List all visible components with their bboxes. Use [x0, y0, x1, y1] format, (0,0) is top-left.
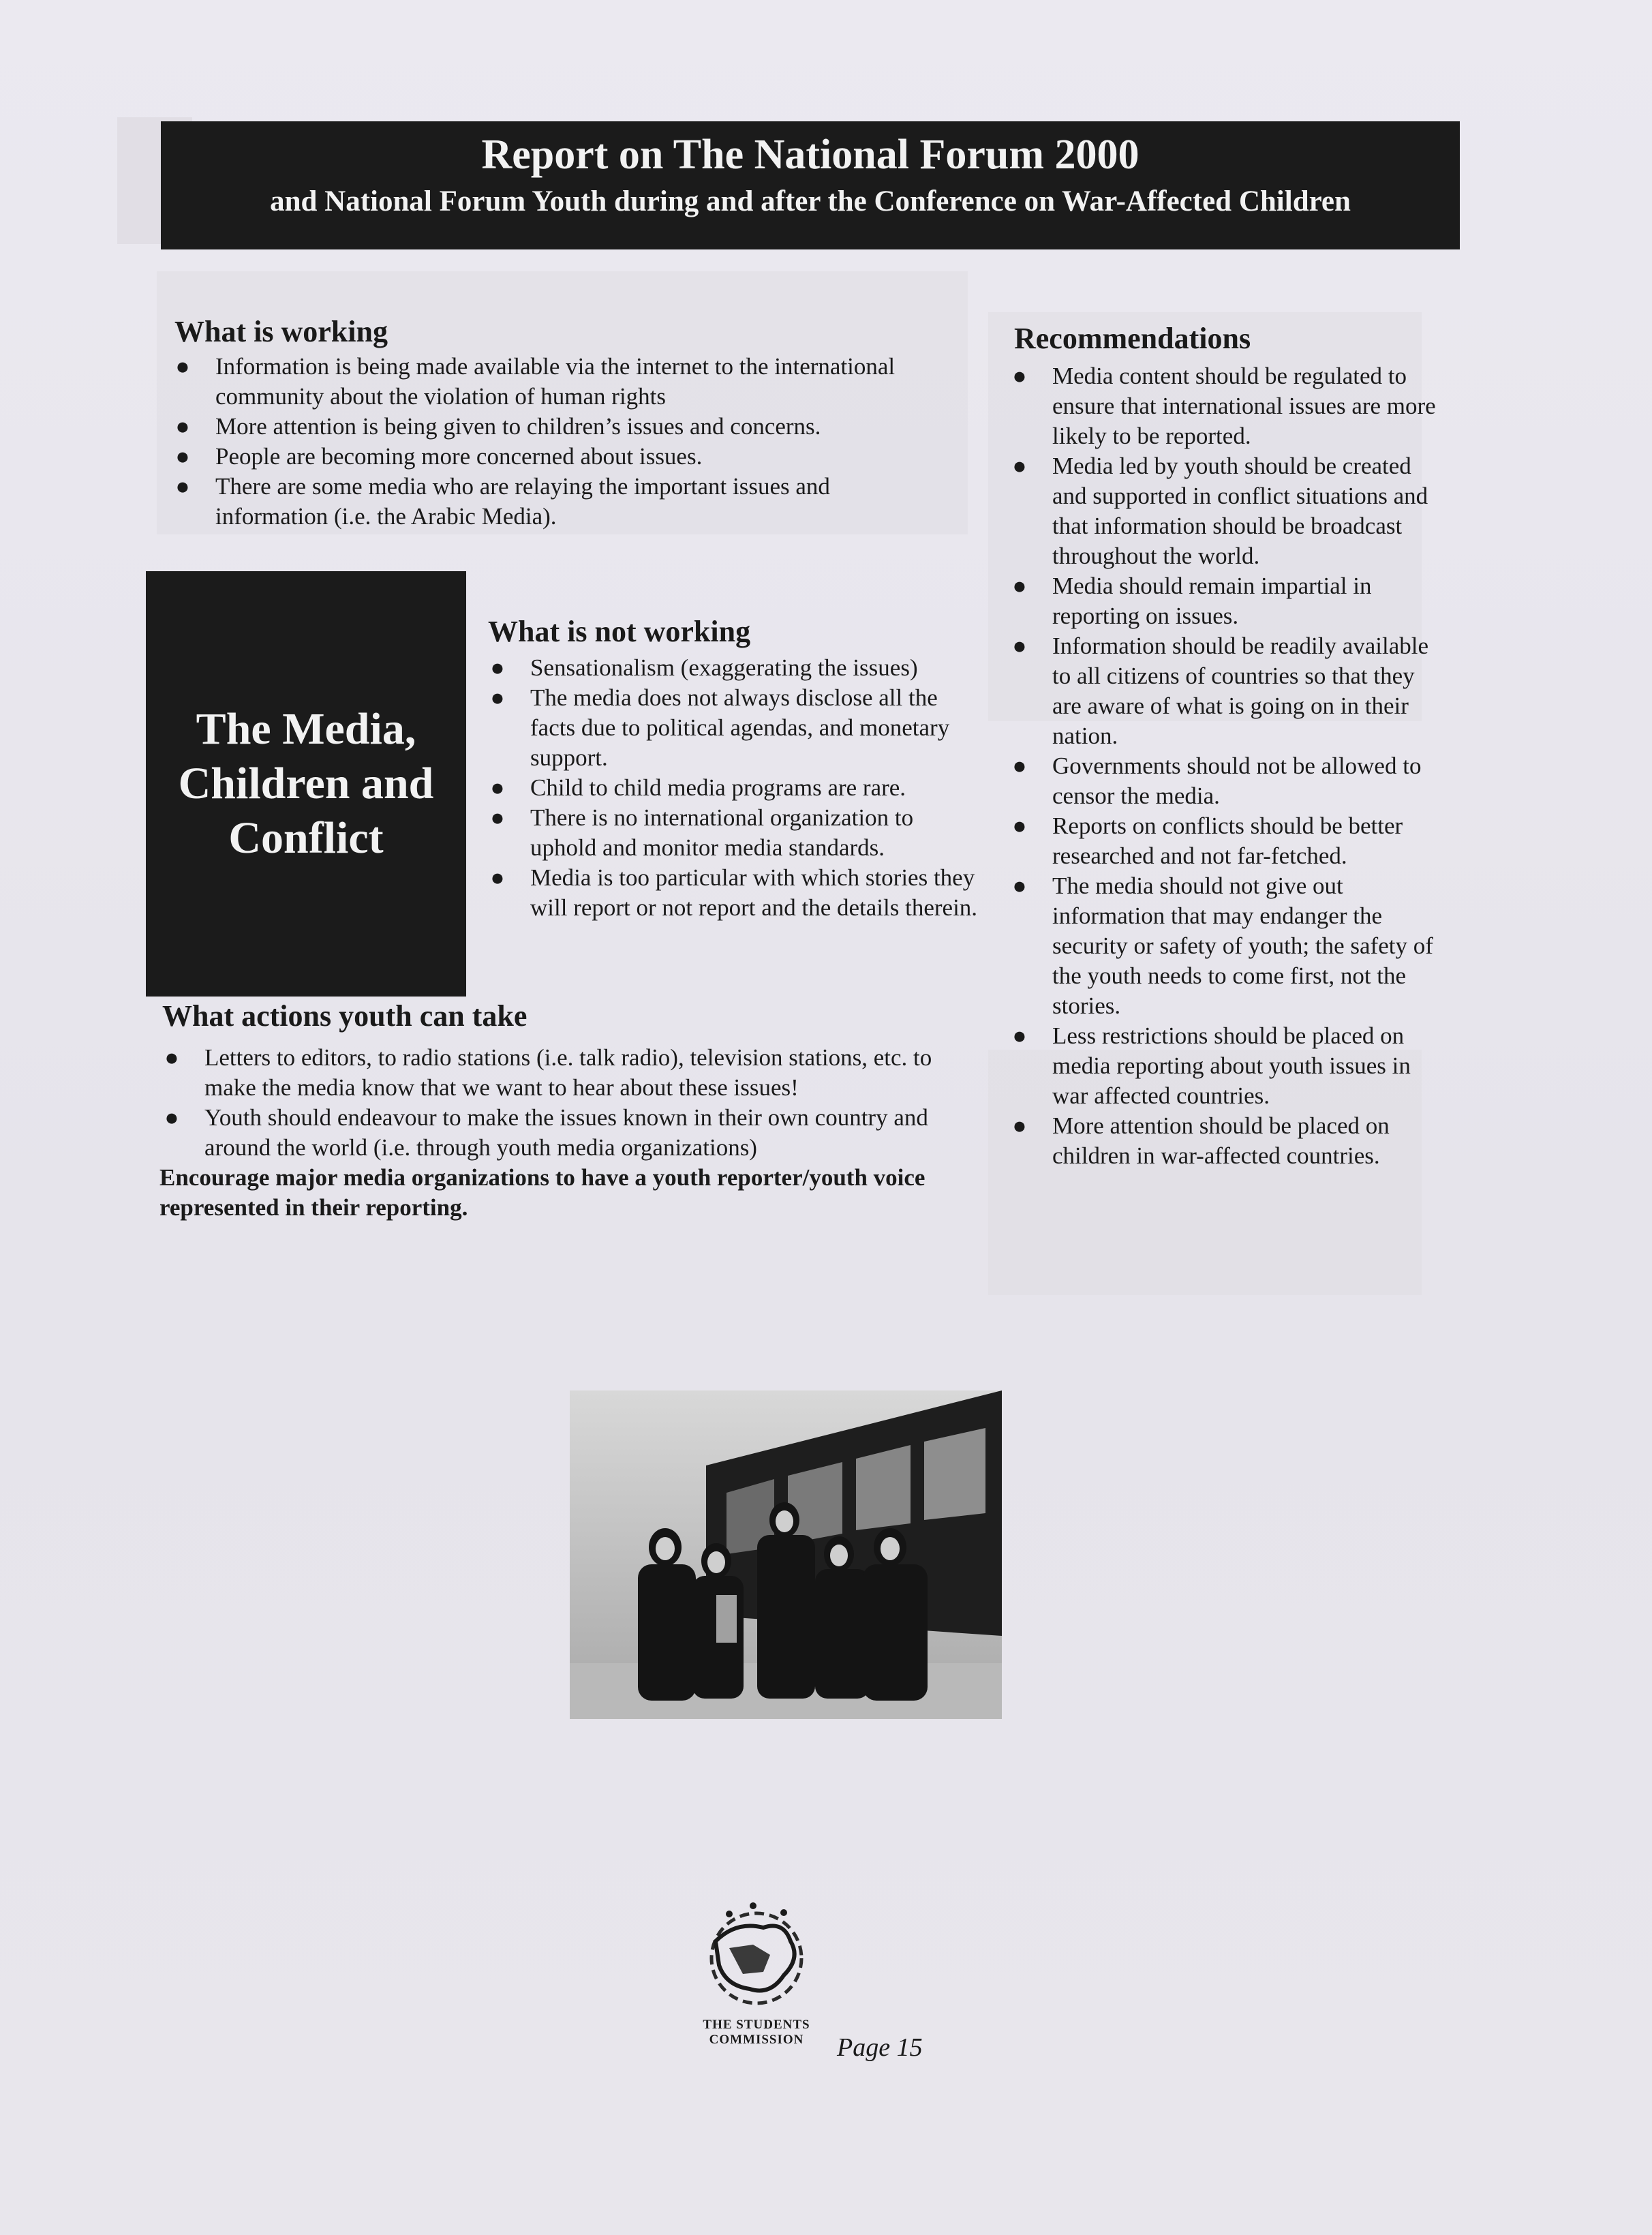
section-title: The Media, Children and Conflict [178, 704, 434, 863]
bullet-icon: ● [490, 684, 505, 711]
report-title: Report on The National Forum 2000 [481, 132, 1139, 178]
bullet-icon: ● [1012, 363, 1027, 389]
list-item: ● Letters to editors, to radio stations (i.e. talk radio), television stations, etc. to make the media know that we want to hear about these issues! [158, 1043, 983, 1103]
photo-graphic [570, 1390, 1002, 1719]
recommendations-heading: Recommendations [1014, 322, 1251, 355]
bullet-icon: ● [1012, 633, 1027, 659]
list-item: ● People are becoming more concerned about issues. [169, 442, 932, 472]
list-item: ● Information should be readily available to all citizens of countries so that they are aware of what is going on in their nation. [1006, 631, 1449, 751]
bullet-icon: ● [1012, 573, 1027, 599]
bullet-icon: ● [490, 774, 505, 801]
logo-text [675, 2018, 838, 2048]
bullet-icon: ● [490, 864, 505, 891]
what-is-not-working-heading: What is not working [488, 615, 751, 648]
bullet-icon: ● [164, 1044, 179, 1071]
bullet-icon: ● [175, 443, 190, 470]
list-item: ● The media does not always disclose all the facts due to political agendas, and monetary support. [484, 683, 981, 773]
list-item: ● More attention should be placed on children in war-affected countries. [1006, 1111, 1449, 1171]
recommendations-list [1006, 361, 1449, 1171]
list-item: ● Sensationalism (exaggerating the issues) [484, 653, 981, 683]
bullet-icon: ● [175, 413, 190, 440]
logo-text-line: THE STUDENTS [703, 2018, 810, 2032]
bullet-icon: ● [175, 353, 190, 380]
bullet-icon: ● [164, 1104, 179, 1131]
bullet-icon: ● [1012, 752, 1027, 779]
section-title-box [146, 571, 466, 997]
what-is-not-working-list [484, 653, 981, 923]
list-item: ● Media led by youth should be created and supported in conflict situations and that information should be broadcast throughout the world. [1006, 451, 1449, 571]
list-item: ● Child to child media programs are rare. [484, 773, 981, 803]
page-number: Page 15 [837, 2033, 923, 2062]
list-item: ● Governments should not be allowed to censor the media. [1006, 751, 1449, 811]
report-header [161, 121, 1460, 249]
bullet-icon: ● [490, 654, 505, 681]
youth-actions-list [158, 1043, 983, 1163]
bullet-icon: ● [1012, 1112, 1027, 1139]
what-is-working-heading: What is working [174, 315, 388, 348]
report-subtitle: and National Forum Youth during and after the Conference on War-Affected Children [270, 185, 1351, 217]
list-item: ● Reports on conflicts should be better researched and not far-fetched. [1006, 811, 1449, 871]
list-item: ● Media is too particular with which stories they will report or not report and the details therein. [484, 863, 981, 923]
bullet-icon: ● [1012, 872, 1027, 899]
youth-actions-heading: What actions youth can take [162, 999, 527, 1033]
list-item: ● There is no international organization to uphold and monitor media standards. [484, 803, 981, 863]
bullet-icon: ● [1012, 453, 1027, 479]
list-item: ● There are some media who are relaying the important issues and information (i.e. the Arabic Media). [169, 472, 932, 532]
list-item: ● Media content should be regulated to ensure that international issues are more likely to be reported. [1006, 361, 1449, 451]
logo-text-line: COMMISSION [709, 2033, 804, 2047]
bullet-icon: ● [1012, 1022, 1027, 1049]
bullet-icon: ● [1012, 812, 1027, 839]
list-item: ● More attention is being given to children’s issues and concerns. [169, 412, 932, 442]
globe-logo-icon [688, 1894, 825, 2023]
youth-group-photo [570, 1390, 1002, 1719]
list-item: ● Less restrictions should be placed on media reporting about youth issues in war affected countries. [1006, 1021, 1449, 1111]
bullet-icon: ● [490, 804, 505, 831]
list-item: ● Media should remain impartial in reporting on issues. [1006, 571, 1449, 631]
what-is-working-list [169, 352, 932, 532]
list-item: ● The media should not give out information that may endanger the security or safety of youth; the safety of the youth needs to come first, not the stories. [1006, 871, 1449, 1021]
youth-reporter-note: Encourage major media organizations to have a youth reporter/youth voice represented in their reporting. [159, 1164, 926, 1221]
list-item: ● Information is being made available via the internet to the international community about the violation of human rights [169, 352, 932, 412]
list-item: ● Youth should endeavour to make the issues known in their own country and around the world (i.e. through youth media organizations) [158, 1103, 983, 1163]
bullet-icon: ● [175, 473, 190, 500]
